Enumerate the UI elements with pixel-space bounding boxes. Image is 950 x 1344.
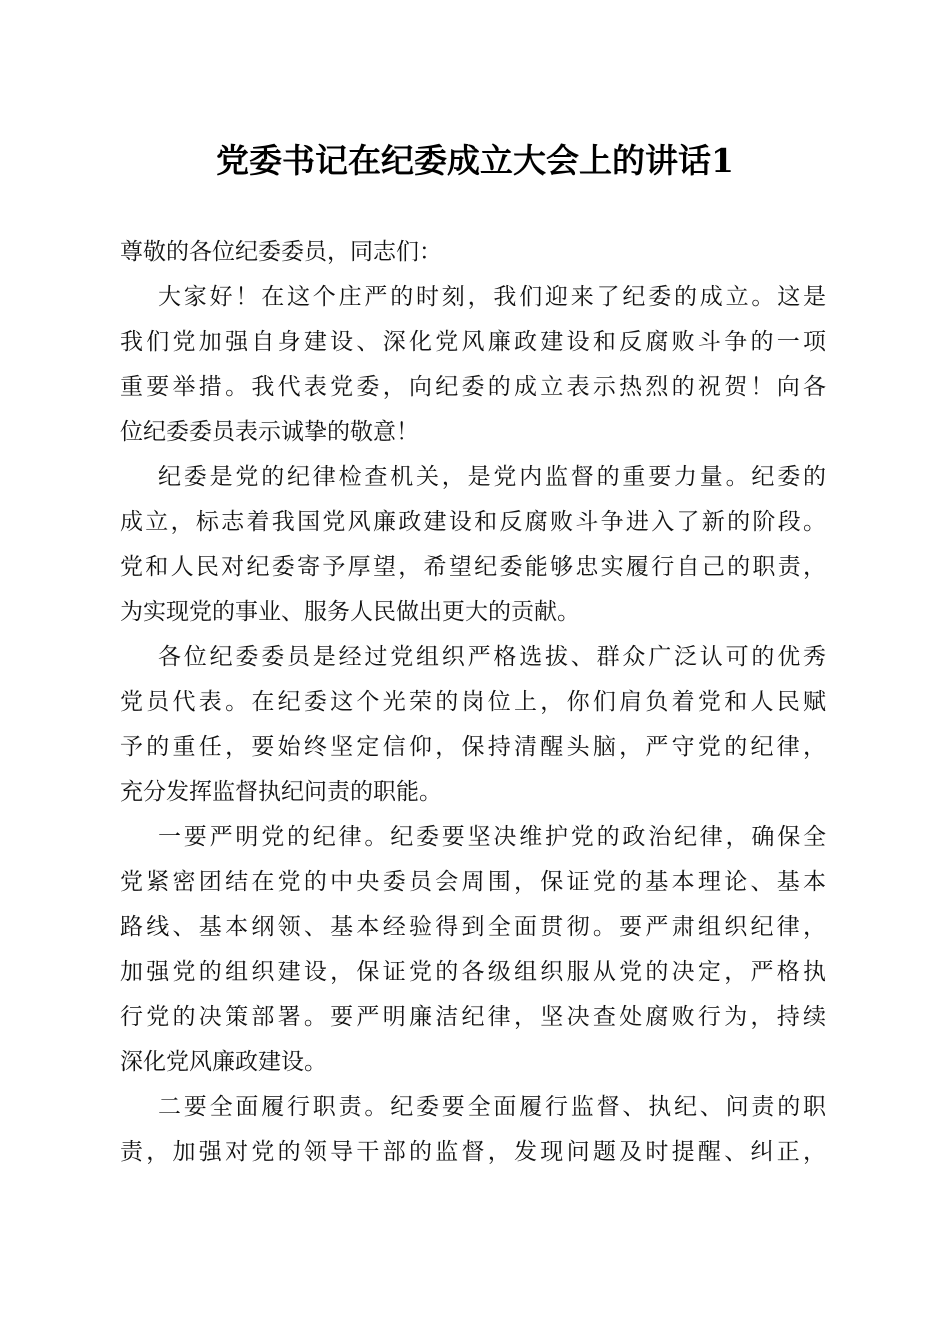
paragraph-line: 位纪委委员表示诚挚的敬意！ [120,419,419,445]
paragraph-line: 为实现党的事业、服务人民做出更大的贡献。 [120,599,580,625]
document-title: 党委书记在纪委成立大会上的讲话1 [216,141,734,180]
document-body [120,230,826,1175]
paragraph-line: 深化党风廉政建设。 [120,1049,327,1075]
paragraph-line: 二要全面履行职责。纪委要全面履行监督、执纪、问责的职 [158,1094,826,1120]
paragraph-line: 重要举措。我代表党委，向纪委的成立表示热烈的祝贺！向各 [120,374,826,400]
paragraph-line: 党和人民对纪委寄予厚望，希望纪委能够忠实履行自己的职责， [120,554,826,580]
paragraph-line: 加强党的组织建设，保证党的各级组织服从党的决定，严格执 [120,959,826,985]
paragraph-line: 大家好！在这个庄严的时刻，我们迎来了纪委的成立。这是 [158,284,826,310]
paragraph-line: 纪委是党的纪律检查机关，是党内监督的重要力量。纪委的 [158,464,826,490]
paragraph-line: 予的重任，要始终坚定信仰，保持清醒头脑，严守党的纪律， [120,734,826,760]
paragraph-line: 各位纪委委员是经过党组织严格选拔、群众广泛认可的优秀 [158,644,826,670]
paragraph-line: 党员代表。在纪委这个光荣的岗位上，你们肩负着党和人民赋 [120,689,826,715]
paragraph-line: 我们党加强自身建设、深化党风廉政建设和反腐败斗争的一项 [120,329,826,355]
paragraph-line: 党紧密团结在党的中央委员会周围，保证党的基本理论、基本 [120,869,826,895]
paragraph-line: 成立，标志着我国党风廉政建设和反腐败斗争进入了新的阶段。 [120,509,826,535]
paragraph-line: 路线、基本纲领、基本经验得到全面贯彻。要严肃组织纪律， [120,914,826,940]
paragraph-line: 行党的决策部署。要严明廉洁纪律，坚决查处腐败行为，持续 [120,1004,826,1030]
salutation: 尊敬的各位纪委委员，同志们： [120,239,442,265]
paragraph-line: 充分发挥监督执纪问责的职能。 [120,779,442,805]
paragraph-line: 一要严明党的纪律。纪委要坚决维护党的政治纪律，确保全 [158,824,826,850]
paragraph-line: 责，加强对党的领导干部的监督，发现问题及时提醒、纠正， [120,1139,826,1165]
